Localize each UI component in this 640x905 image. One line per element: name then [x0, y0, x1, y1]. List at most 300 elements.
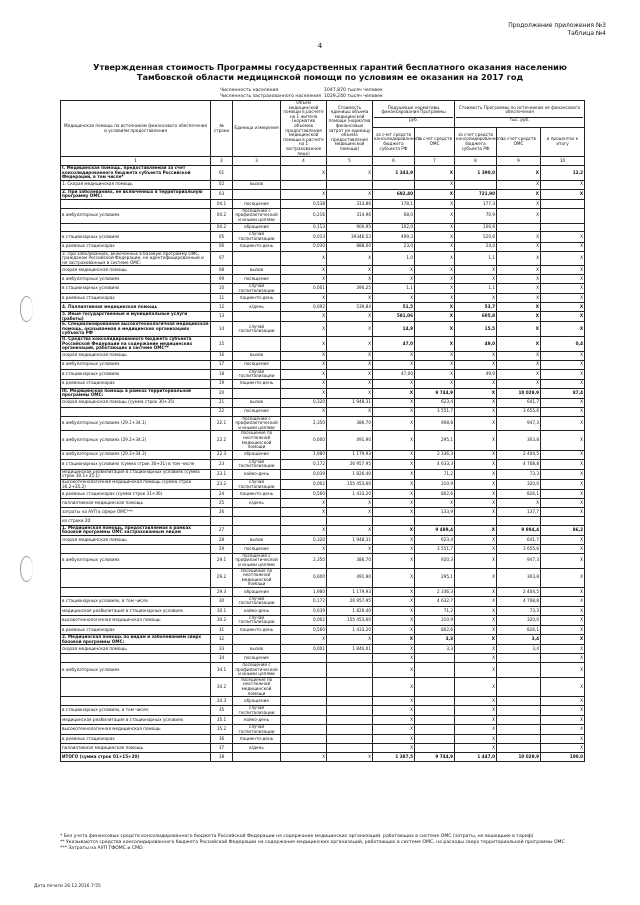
cell-oms-cost: 4 768,8	[497, 459, 541, 469]
cell-row-number: 02	[211, 180, 233, 189]
cell-volume: X	[281, 499, 327, 508]
cell-unit-cost: 888,00	[327, 242, 373, 251]
cell-budget-cost: X	[455, 351, 497, 360]
cell-unit-cost: 1 433,20	[327, 490, 373, 499]
cell-oms-per-capita: X	[415, 337, 455, 352]
cell-row-number: 10	[211, 284, 233, 294]
cell-budget-cost: X	[455, 360, 497, 369]
cell-budget-cost: 53,7	[455, 303, 497, 312]
cell-care-type: 4. Паллиативная медицинская помощь	[61, 303, 211, 312]
cell-percent: X	[541, 379, 585, 388]
cell-unit: посещение с профилактической и иными целями	[233, 662, 281, 677]
cell-oms-per-capita	[415, 735, 455, 744]
cell-budget-cost: X	[455, 450, 497, 459]
cell-budget-cost: 24,0	[455, 242, 497, 251]
table-row	[61, 275, 585, 284]
cell-budget-cost: 70,9	[455, 208, 497, 223]
cell-care-type: в дневных стационарах (сумма строк 31+36)	[61, 490, 211, 499]
cell-unit: посещение с профилактической и иными целями	[233, 553, 281, 568]
cell-oms-per-capita	[415, 697, 455, 706]
cell-care-type: 5. Иные государственные и муниципальные услуги (работы)	[61, 312, 211, 322]
cell-unit-cost: X	[327, 379, 373, 388]
cell-unit	[233, 525, 281, 535]
cell-unit: случай госпитализации	[233, 705, 281, 715]
cell-budget-per-capita: X	[373, 266, 415, 275]
cell-row-number: 35.2	[211, 725, 233, 735]
cell-oms-cost	[497, 654, 541, 663]
cell-budget-per-capita: X	[373, 587, 415, 596]
cell-volume: X	[281, 525, 327, 535]
cell-unit-cost	[327, 180, 373, 189]
cell-oms-per-capita: 71,2	[415, 607, 455, 616]
cell-volume	[281, 516, 327, 525]
cell-percent: X	[541, 398, 585, 407]
cell-care-type: 6. Специализированная высокотехнологичная медицинская помощь, оказываемая в медицинских организациях субъекта РФ	[62, 321, 209, 336]
cell-unit-cost: X	[327, 337, 373, 352]
cell-oms-cost: 73,3	[497, 607, 541, 616]
cell-oms-cost: 320,0	[497, 615, 541, 625]
appendix-line: Продолжение приложения №3	[508, 22, 606, 29]
cell-budget-per-capita	[373, 180, 415, 189]
cell-unit-cost: 26 957,95	[327, 459, 373, 469]
cell-row-number: 26	[211, 508, 233, 517]
cell-oms-cost: 303,8	[497, 568, 541, 587]
cell-oms-cost	[497, 705, 541, 715]
cell-unit-cost: 491,90	[327, 431, 373, 450]
cell-budget-cost: X	[455, 596, 497, 606]
cell-budget-cost: 1,1	[455, 284, 497, 294]
cell-volume: 0,001	[281, 645, 327, 654]
cell-budget-cost: X	[455, 568, 497, 587]
cell-row-number: 17	[211, 360, 233, 369]
cell-oms-per-capita: 4 633,3	[415, 459, 455, 469]
cell-unit: койко-день	[233, 607, 281, 616]
cell-unit-cost: 313,86	[327, 199, 373, 208]
cell-budget-per-capita: 1,0	[373, 251, 415, 266]
table-row	[61, 744, 585, 753]
cell-unit-cost: 390,25	[327, 284, 373, 294]
cell-unit	[233, 516, 281, 525]
cell-unit: посещение	[233, 199, 281, 208]
cell-row-number: 08	[211, 266, 233, 275]
cell-care-type: в амбулаторных условиях	[61, 360, 211, 369]
cell-volume: X	[281, 369, 327, 379]
cell-unit	[233, 337, 281, 352]
cell-budget-cost: X	[455, 716, 497, 725]
table-row	[61, 587, 585, 596]
cell-budget-per-capita: X	[373, 459, 415, 469]
cell-oms-per-capita: 3,3	[415, 645, 455, 654]
table-row	[61, 469, 585, 479]
cell-volume: X	[281, 753, 327, 762]
cell-row-number: 13	[211, 312, 233, 322]
cell-percent: X	[541, 535, 585, 544]
table-row	[61, 553, 585, 568]
cell-oms-cost: X	[497, 312, 541, 322]
table-row	[61, 654, 585, 663]
cell-volume: 0,039	[281, 469, 327, 479]
cell-row-number: 35	[211, 705, 233, 715]
cell-oms-per-capita: X	[415, 266, 455, 275]
cell-percent: X	[541, 725, 585, 735]
cell-care-type: из строки 20:	[61, 516, 211, 525]
cell-percent: X	[541, 677, 585, 696]
cell-oms-per-capita: 310,9	[415, 615, 455, 625]
col-header-percent: в процентах к итогу	[541, 127, 585, 156]
cell-unit-cost	[327, 697, 373, 706]
cell-care-type	[61, 223, 211, 232]
cell-care-type: скорая медицинская помощь	[61, 645, 211, 654]
cell-unit: пациенто-день	[233, 379, 281, 388]
table-row	[61, 459, 585, 469]
cell-oms-per-capita	[415, 705, 455, 715]
cell-unit-cost: 1 948,31	[327, 398, 373, 407]
col-header-unit: Единица измерения	[233, 101, 281, 157]
cell-volume: 0,172	[281, 459, 327, 469]
cell-oms-per-capita: X	[415, 284, 455, 294]
footnote: ** Указываются средства консолидированного бюджета Российской Федерации на содержание медицинских организаций, работающих в системе ОМС, на расходы сверх территориальной программы ОМС	[60, 840, 565, 845]
cell-unit: обращение	[233, 697, 281, 706]
cell-unit: случай госпитализации	[233, 284, 281, 294]
cell-volume: X	[281, 379, 327, 388]
cell-budget-per-capita: X	[373, 725, 415, 735]
cell-row-number: 18	[211, 369, 233, 379]
cell-oms-cost	[497, 716, 541, 725]
cell-unit	[233, 508, 281, 517]
cell-percent: X	[541, 716, 585, 725]
cell-budget-per-capita: 102,0	[373, 223, 415, 232]
cell-oms-per-capita: X	[415, 312, 455, 322]
cell-percent: X	[541, 369, 585, 379]
cell-budget-cost	[455, 516, 497, 525]
cell-unit-cost: 900,95	[327, 223, 373, 232]
cell-percent: X	[541, 266, 585, 275]
cell-oms-cost: 641,7	[497, 398, 541, 407]
col-header-volume: Объем медицинской помощи в расчете на 1 жителя (норматив объемов предоставления медицинской помощи в расчете на 1 застрахованное лицо)	[281, 101, 327, 157]
cell-oms-per-capita: 295,1	[415, 568, 455, 587]
cell-oms-per-capita: X	[415, 322, 455, 337]
cell-percent: 86,2	[541, 525, 585, 535]
cell-oms-cost: 3 655,6	[497, 544, 541, 553]
cell-care-type: 1. Скорая медицинская помощь	[61, 180, 211, 189]
cell-unit-cost: 1 826,40	[327, 469, 373, 479]
cell-row-number: 34.1	[211, 662, 233, 677]
cell-care-type: в дневных стационарах	[61, 379, 211, 388]
cell-budget-per-capita: 1 343,9	[373, 166, 415, 181]
cell-care-type: в стационарных условиях	[61, 369, 211, 379]
cell-oms-cost: 3 655,6	[497, 407, 541, 416]
cell-budget-cost: X	[455, 615, 497, 625]
cell-budget-per-capita: X	[373, 535, 415, 544]
cell-unit	[233, 753, 281, 762]
col-header-oms-per-capita: за счет средств ОМС	[415, 127, 455, 156]
cell-budget-cost: 49,0	[455, 369, 497, 379]
cell-oms-cost: X	[497, 275, 541, 284]
cell-row-number: 25	[211, 499, 233, 508]
cell-unit: посещение по неотложной медицинской помощи	[233, 568, 281, 587]
cell-percent: X	[541, 490, 585, 499]
cell-oms-cost: X	[497, 189, 541, 199]
cell-unit: случай госпитализации	[233, 459, 281, 469]
table-row	[61, 508, 585, 517]
cell-budget-cost: X	[455, 388, 497, 398]
cell-volume	[281, 735, 327, 744]
cell-volume: 2,350	[281, 553, 327, 568]
cell-oms-per-capita: 310,9	[415, 480, 455, 490]
cell-unit-cost: X	[327, 369, 373, 379]
cell-volume: 0,092	[281, 303, 327, 312]
cell-unit-cost: 1 846,01	[327, 645, 373, 654]
cell-budget-per-capita: 14,9	[373, 322, 415, 337]
cell-oms-cost: X	[497, 232, 541, 242]
cell-volume: X	[281, 508, 327, 517]
cell-oms-cost: 3,4	[497, 645, 541, 654]
cell-row-number: 36	[211, 735, 233, 744]
cell-budget-per-capita: 178,1	[373, 199, 415, 208]
cell-care-type: в стационарных условиях, в том числе:	[61, 705, 211, 715]
cell-volume	[281, 662, 327, 677]
cell-unit-cost: X	[327, 525, 373, 535]
cell-care-type: в дневных стационарах	[61, 735, 211, 744]
cell-oms-per-capita: 3,3	[415, 634, 455, 644]
cell-unit-cost: 1 179,93	[327, 450, 373, 459]
cell-budget-cost: 49,0	[455, 337, 497, 352]
cell-percent: X	[541, 634, 585, 644]
cell-unit: вызов	[233, 266, 281, 275]
cell-unit-cost: 314,96	[327, 208, 373, 223]
cell-budget-cost: 15,5	[455, 322, 497, 337]
column-number: 7	[415, 157, 455, 166]
cell-unit: пациенто-день	[233, 735, 281, 744]
cell-budget-cost: X	[455, 634, 497, 644]
population-label: Численность населения	[220, 88, 279, 93]
cell-care-type: медицинская реабилитация в стационарных условиях	[61, 716, 211, 725]
cell-unit: посещение с профилактической и иными целями	[233, 208, 281, 223]
cell-budget-per-capita: 692,40	[373, 189, 415, 199]
cell-unit-cost: X	[327, 266, 373, 275]
cell-percent: X	[541, 232, 585, 242]
cell-volume: X	[281, 634, 327, 644]
cell-row-number: 24	[211, 490, 233, 499]
cell-care-type: 3. При заболеваниях, включенных в базовую программу ОМС, гражданам Российской Федерации, не идентифицированным и не застрахованным в системе ОМС:	[61, 251, 211, 266]
cell-unit-cost: X	[327, 322, 373, 337]
cell-budget-per-capita: X	[373, 379, 415, 388]
cell-budget-cost: X	[455, 490, 497, 499]
cell-unit	[233, 634, 281, 644]
cell-budget-per-capita: X	[373, 626, 415, 635]
cell-care-type: в стационарных условиях	[61, 232, 211, 242]
cell-percent: X	[541, 654, 585, 663]
document-title: Утвержденная стоимость Программы государственных гарантий бесплатного оказания населению Тамбовской области медицинской помощи по условиям ее оказания на 2017 год	[93, 62, 567, 82]
cell-volume: X	[281, 407, 327, 416]
cell-budget-per-capita: X	[373, 607, 415, 616]
cell-budget-cost: X	[455, 431, 497, 450]
cell-row-number: 04.2	[211, 208, 233, 223]
cell-budget-cost: X	[455, 654, 497, 663]
cell-unit-cost: 386,70	[327, 553, 373, 568]
cell-row-number: 27	[211, 525, 233, 535]
cell-care-type: медицинская реабилитация в стационарных условиях (сумма строк 30.1+35.1)	[61, 469, 211, 479]
cell-oms-cost: X	[497, 242, 541, 251]
cell-budget-cost: X	[455, 266, 497, 275]
cell-percent: X	[541, 508, 585, 517]
cell-volume	[281, 716, 327, 725]
cell-unit: вызов	[233, 535, 281, 544]
cell-unit-cost: 1 433,20	[327, 626, 373, 635]
cell-budget-per-capita: X	[373, 645, 415, 654]
cell-unit-cost: X	[327, 544, 373, 553]
cell-oms-per-capita: X	[415, 166, 455, 181]
cell-percent: X	[541, 416, 585, 431]
table-row	[61, 535, 585, 544]
footnote: * Без учета финансовых средств консолидированного бюджета Российской Федерации на содержание медицинских организаций, работающих в системе ОМС (затраты, не вошедшие в тариф)	[60, 834, 534, 839]
cell-budget-per-capita: 23,0	[373, 242, 415, 251]
cell-care-type: в амбулаторных условиях	[61, 275, 211, 284]
cell-percent: X	[541, 615, 585, 625]
cell-care-type: высокотехнологичная медицинская помощь	[61, 725, 211, 735]
cell-care-type: 2. При заболеваниях, не включенных в территориальную программу ОМС:	[61, 189, 211, 199]
cell-care-type	[61, 677, 211, 696]
cell-volume: X	[281, 337, 327, 352]
cell-oms-per-capita: X	[415, 379, 455, 388]
cell-oms-cost: 947,3	[497, 416, 541, 431]
cell-unit: вызов	[233, 180, 281, 189]
cell-volume	[281, 705, 327, 715]
cell-budget-cost	[455, 180, 497, 189]
table-row	[61, 416, 585, 431]
cell-budget-cost: X	[455, 626, 497, 635]
cell-volume: 0,001	[281, 284, 327, 294]
cell-budget-cost: X	[455, 607, 497, 616]
table-row	[61, 312, 585, 322]
cell-oms-per-capita: X	[415, 189, 455, 199]
cell-budget-per-capita: X	[373, 744, 415, 753]
cell-budget-per-capita: X	[373, 716, 415, 725]
cell-row-number: 15	[211, 337, 233, 352]
program-cost-table	[60, 100, 585, 762]
cell-row-number: 06	[211, 242, 233, 251]
table-row	[61, 208, 585, 223]
cell-oms-cost: X	[497, 284, 541, 294]
cell-budget-per-capita: X	[373, 407, 415, 416]
col-header-budget-per-capita: за счет средств консолидированного бюджета субъекта РФ	[373, 127, 415, 156]
cell-budget-cost: X	[455, 744, 497, 753]
table-row	[61, 294, 585, 303]
col-header-row-number: № строки	[211, 101, 233, 157]
cell-volume: X	[281, 189, 327, 199]
cell-percent: X	[541, 459, 585, 469]
cell-care-type	[61, 568, 211, 587]
cell-unit-cost: X	[327, 312, 373, 322]
cell-row-number: 09	[211, 275, 233, 284]
cell-oms-cost: X	[497, 351, 541, 360]
table-row	[61, 677, 585, 696]
cell-oms-per-capita: X	[415, 223, 455, 232]
cell-volume: 0,320	[281, 535, 327, 544]
cell-unit-cost	[327, 677, 373, 696]
insured-population-label: Численность застрахованного населения	[220, 94, 322, 99]
cell-care-type: в стационарных условиях (сумма строк 30+31) в том числе	[61, 459, 211, 469]
table-row	[61, 166, 585, 181]
cell-oms-per-capita	[415, 677, 455, 696]
cell-volume	[281, 654, 327, 663]
cell-care-type: 1. Медицинская помощь, предоставляемая в рамках базовой программы ОМС застрахованным лицам	[61, 525, 211, 535]
cell-row-number: 23	[211, 459, 233, 469]
cell-care-type: скорая медицинская помощь	[61, 535, 211, 544]
cell-care-type: в амбулаторных условиях	[61, 553, 211, 568]
cell-oms-cost: 826,1	[497, 626, 541, 635]
cell-percent: X	[541, 705, 585, 715]
cell-unit-cost: X	[327, 634, 373, 644]
cell-volume: 0,039	[281, 607, 327, 616]
cell-row-number: 11	[211, 294, 233, 303]
cell-budget-cost: 1 390,0	[455, 166, 497, 181]
cell-percent: X	[541, 626, 585, 635]
cell-unit: пациенто-день	[233, 294, 281, 303]
cell-budget-per-capita: X	[373, 499, 415, 508]
cell-budget-cost: X	[455, 645, 497, 654]
cell-percent: X	[541, 697, 585, 706]
cell-budget-per-capita: 581,06	[373, 312, 415, 322]
column-number: 10	[541, 157, 585, 166]
cell-budget-per-capita: X	[373, 431, 415, 450]
cell-budget-per-capita: X	[373, 480, 415, 490]
cell-care-type	[61, 697, 211, 706]
column-number: 9	[497, 157, 541, 166]
col-header-per-capita	[373, 101, 455, 128]
cell-budget-per-capita: X	[373, 654, 415, 663]
col-header-unit-cost: Стоимость единицы объема медицинской помощи (норматив финансовых затрат на единицу объема предоставления медицинской помощи)	[327, 101, 373, 157]
cell-budget-per-capita: X	[373, 388, 415, 398]
cell-care-type: в амбулаторных условиях	[61, 208, 211, 223]
cell-percent: X	[541, 180, 585, 189]
col-header-oms-cost: за счет средств ОМС	[497, 127, 541, 156]
cell-oms-per-capita	[415, 662, 455, 677]
cell-oms-cost: 826,1	[497, 490, 541, 499]
cell-unit: посещение с профилактической и иными целями	[233, 416, 281, 431]
cell-care-type: в дневных стационарах	[61, 294, 211, 303]
column-number: 6	[373, 157, 415, 166]
cell-row-number: 04.1	[211, 199, 233, 208]
cell-care-type: в амбулаторных условиях	[61, 662, 211, 677]
cell-unit: случай госпитализации	[233, 596, 281, 606]
population-block	[220, 88, 383, 100]
cell-row-number: 33	[211, 645, 233, 654]
cell-volume: X	[281, 166, 327, 181]
cell-budget-cost: X	[455, 407, 497, 416]
cell-oms-cost: 10 029,9	[497, 388, 541, 398]
cell-percent: 87,4	[541, 388, 585, 398]
cell-oms-per-capita: X	[415, 275, 455, 284]
cell-budget-cost: X	[455, 508, 497, 517]
cell-budget-cost: X	[455, 697, 497, 706]
cell-unit-cost: X	[327, 407, 373, 416]
table-row	[61, 388, 585, 398]
table-row	[61, 251, 585, 266]
cell-budget-cost: 721,90	[455, 189, 497, 199]
group-label: Подушевые нормативы финансирования Программы	[381, 104, 446, 115]
cell-row-number: 31	[211, 626, 233, 635]
cell-row-number	[211, 516, 233, 525]
cell-care-type: в амбулаторных условиях (29.3+34.3)	[61, 450, 211, 459]
cell-oms-cost: 947,3	[497, 553, 541, 568]
cell-volume: 0,600	[281, 568, 327, 587]
cell-unit	[233, 312, 281, 322]
cell-budget-cost: 605,8	[455, 312, 497, 322]
cell-oms-per-capita: 2 336,3	[415, 587, 455, 596]
cell-volume: 0,560	[281, 626, 327, 635]
cell-oms-per-capita: X	[415, 208, 455, 223]
